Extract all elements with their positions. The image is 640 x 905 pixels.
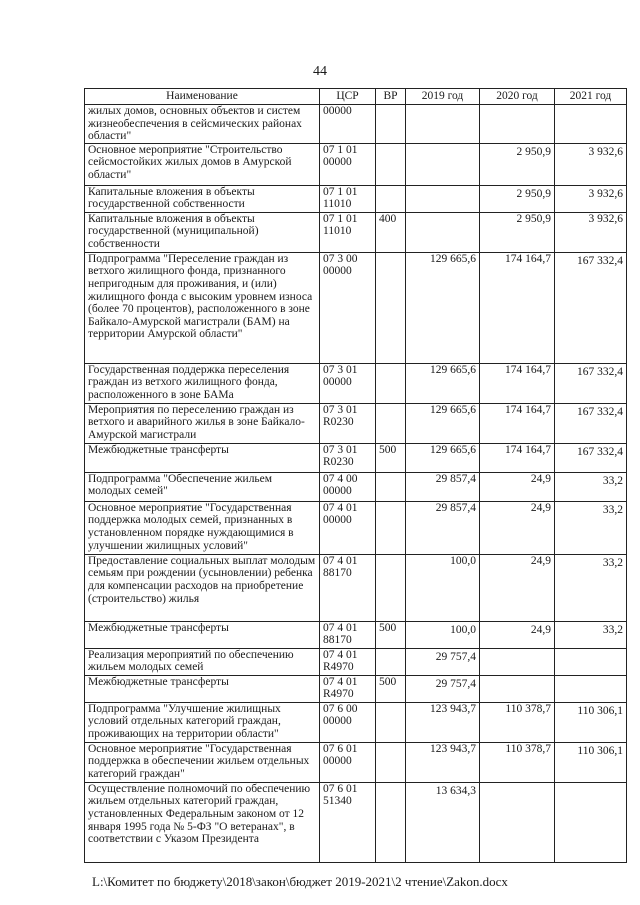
row-csr: 07 1 01 00000 xyxy=(320,143,376,185)
table-row xyxy=(85,252,627,363)
row-2020: 110 378,7 xyxy=(480,702,555,742)
row-2021: 3 932,6 xyxy=(555,212,627,252)
row-2020: 2 950,9 xyxy=(480,212,555,252)
row-2019: 29 757,4 xyxy=(406,675,480,702)
row-2020: 174 164,7 xyxy=(480,252,555,363)
row-2020: 24,9 xyxy=(480,501,555,554)
row-2021: 110 306,1 xyxy=(555,742,627,782)
header-2021: 2021 год xyxy=(555,89,627,105)
row-name: Межбюджетные трансферты xyxy=(85,621,320,648)
row-2019: 100,0 xyxy=(406,554,480,621)
row-csr: 07 4 01 88170 xyxy=(320,554,376,621)
row-2021: 167 332,4 xyxy=(555,363,627,403)
row-vr xyxy=(376,702,406,742)
page-number: 44 xyxy=(313,64,327,79)
row-2019: 29 857,4 xyxy=(406,501,480,554)
table-row xyxy=(85,675,627,702)
row-vr: 400 xyxy=(376,212,406,252)
row-2019: 100,0 xyxy=(406,621,480,648)
row-csr: 07 4 00 00000 xyxy=(320,472,376,501)
row-name: Осуществление полномочий по обеспечению жильем отдельных категорий граждан, установленных Федеральным законом от 12 января 1995 года № 5-ФЗ "О ветеранах", в соответствии с Указом Президента xyxy=(85,782,320,862)
row-csr: 07 3 01 R0230 xyxy=(320,403,376,443)
row-2021: 3 932,6 xyxy=(555,143,627,185)
row-vr xyxy=(376,501,406,554)
table-row xyxy=(85,782,627,862)
row-name: Реализация мероприятий по обеспечению жильем молодых семей xyxy=(85,648,320,675)
row-name: Подпрограмма "Переселение граждан из ветхого жилищного фонда, признанного непригодным для проживания, и (или) жилищного фонда с высоким уровнем износа (более 70 процентов), расположенного в зоне Байкало-Амурской магистрали (БАМ) на территории Амурской области" xyxy=(85,252,320,363)
row-csr: 07 6 01 00000 xyxy=(320,742,376,782)
row-name: Подпрограмма "Улучшение жилищных условий отдельных категорий граждан, проживающих на территории области" xyxy=(85,702,320,742)
row-2019: 29 857,4 xyxy=(406,472,480,501)
header-2019: 2019 год xyxy=(406,89,480,105)
table-row xyxy=(85,742,627,782)
row-2019: 123 943,7 xyxy=(406,702,480,742)
row-2021 xyxy=(555,648,627,675)
row-csr: 07 4 01 R4970 xyxy=(320,648,376,675)
table-row xyxy=(85,185,627,212)
row-2019 xyxy=(406,105,480,144)
row-2021: 167 332,4 xyxy=(555,252,627,363)
row-2021 xyxy=(555,675,627,702)
row-name: Мероприятия по переселению граждан из ветхого и аварийного жилья в зоне Байкало-Амурской магистрали xyxy=(85,403,320,443)
row-csr: 07 1 01 11010 xyxy=(320,212,376,252)
row-2020: 174 164,7 xyxy=(480,403,555,443)
row-csr: 07 4 01 88170 xyxy=(320,621,376,648)
row-csr: 07 4 01 R4970 xyxy=(320,675,376,702)
row-csr: 07 1 01 11010 xyxy=(320,185,376,212)
row-vr: 500 xyxy=(376,621,406,648)
table-row xyxy=(85,143,627,185)
row-csr: 07 3 00 00000 xyxy=(320,252,376,363)
row-2019: 123 943,7 xyxy=(406,742,480,782)
row-vr: 500 xyxy=(376,675,406,702)
row-2020: 2 950,9 xyxy=(480,185,555,212)
row-name: Предоставление социальных выплат молодым семьям при рождении (усыновлении) ребенка для компенсации расходов на приобретение (строительство) жилья xyxy=(85,554,320,621)
document-file-path: L:\Комитет по бюджету\2018\закон\бюджет 2019-2021\2 чтение\Zakon.docx xyxy=(92,874,508,889)
table-row xyxy=(85,554,627,621)
row-vr xyxy=(376,143,406,185)
header-name: Наименование xyxy=(85,89,320,105)
row-2020 xyxy=(480,782,555,862)
row-vr xyxy=(376,782,406,862)
row-2020: 174 164,7 xyxy=(480,363,555,403)
row-2019: 29 757,4 xyxy=(406,648,480,675)
table-row xyxy=(85,648,627,675)
row-csr: 00000 xyxy=(320,105,376,144)
row-csr: 07 6 00 00000 xyxy=(320,702,376,742)
row-2021: 110 306,1 xyxy=(555,702,627,742)
header-csr: ЦСР xyxy=(320,89,376,105)
row-2019: 13 634,3 xyxy=(406,782,480,862)
row-2021: 33,2 xyxy=(555,501,627,554)
row-2021 xyxy=(555,782,627,862)
row-2019 xyxy=(406,143,480,185)
row-2020: 24,9 xyxy=(480,621,555,648)
row-2021 xyxy=(555,105,627,144)
header-vr: ВР xyxy=(376,89,406,105)
row-2021: 167 332,4 xyxy=(555,403,627,443)
row-name: Межбюджетные трансферты xyxy=(85,675,320,702)
table-header-row xyxy=(85,89,627,105)
table-row xyxy=(85,702,627,742)
row-name: Подпрограмма "Обеспечение жильем молодых семей" xyxy=(85,472,320,501)
row-2019: 129 665,6 xyxy=(406,443,480,472)
row-vr xyxy=(376,105,406,144)
row-2020: 110 378,7 xyxy=(480,742,555,782)
row-vr: 500 xyxy=(376,443,406,472)
table-row xyxy=(85,501,627,554)
row-name: Капитальные вложения в объекты государственной (муниципальной) собственности xyxy=(85,212,320,252)
row-2021: 33,2 xyxy=(555,472,627,501)
row-2021: 33,2 xyxy=(555,621,627,648)
row-2019: 129 665,6 xyxy=(406,363,480,403)
table-row xyxy=(85,212,627,252)
row-vr xyxy=(376,648,406,675)
row-name: Основное мероприятие "Государственная поддержка в обеспечении жильем отдельных категорий граждан" xyxy=(85,742,320,782)
row-2020: 174 164,7 xyxy=(480,443,555,472)
row-name: Государственная поддержка переселения граждан из ветхого жилищного фонда, расположенного в зоне БАМа xyxy=(85,363,320,403)
row-2021: 3 932,6 xyxy=(555,185,627,212)
row-2020: 2 950,9 xyxy=(480,143,555,185)
row-csr: 07 4 01 00000 xyxy=(320,501,376,554)
row-2019: 129 665,6 xyxy=(406,252,480,363)
row-2019 xyxy=(406,185,480,212)
header-2020: 2020 год xyxy=(480,89,555,105)
row-name: жилых домов, основных объектов и систем жизнеобеспечения в сейсмических районах области" xyxy=(85,105,320,144)
row-vr xyxy=(376,403,406,443)
row-2019: 129 665,6 xyxy=(406,403,480,443)
row-2020: 24,9 xyxy=(480,472,555,501)
row-name: Основное мероприятие "Государственная поддержка молодых семей, признанных в установленном порядке нуждающимися в улучшении жилищных условий" xyxy=(85,501,320,554)
row-vr xyxy=(376,472,406,501)
row-2020: 24,9 xyxy=(480,554,555,621)
row-name: Капитальные вложения в объекты государственной собственности xyxy=(85,185,320,212)
row-2021: 167 332,4 xyxy=(555,443,627,472)
row-vr xyxy=(376,742,406,782)
table-row xyxy=(85,443,627,472)
row-name: Межбюджетные трансферты xyxy=(85,443,320,472)
row-vr xyxy=(376,185,406,212)
table-row xyxy=(85,403,627,443)
row-vr xyxy=(376,252,406,363)
row-vr xyxy=(376,554,406,621)
row-2020 xyxy=(480,675,555,702)
row-name: Основное мероприятие "Строительство сейсмостойких жилых домов в Амурской области" xyxy=(85,143,320,185)
table-row xyxy=(85,621,627,648)
row-2019 xyxy=(406,212,480,252)
table-row xyxy=(85,472,627,501)
row-2020 xyxy=(480,648,555,675)
row-2021: 33,2 xyxy=(555,554,627,621)
table-row xyxy=(85,105,627,144)
row-csr: 07 3 01 R0230 xyxy=(320,443,376,472)
row-csr: 07 3 01 00000 xyxy=(320,363,376,403)
budget-table xyxy=(84,88,627,863)
table-row xyxy=(85,363,627,403)
row-csr: 07 6 01 51340 xyxy=(320,782,376,862)
row-2020 xyxy=(480,105,555,144)
row-vr xyxy=(376,363,406,403)
